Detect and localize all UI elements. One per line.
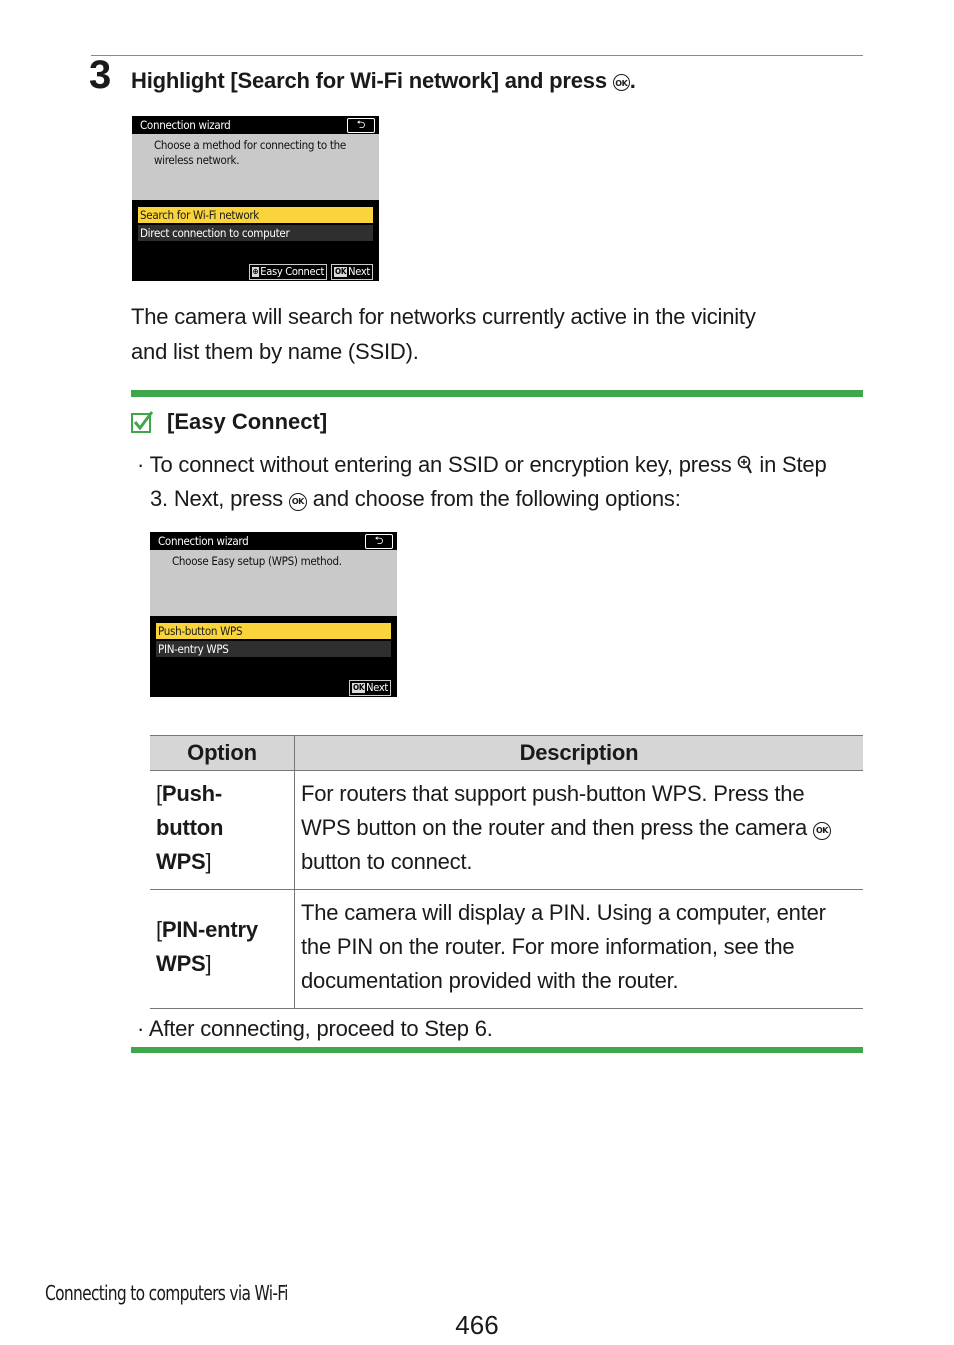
screen-footer: [249, 264, 373, 280]
option-cell: [150, 771, 295, 890]
screen-message-line1: Choose a method for connecting to the: [154, 138, 346, 152]
step-number: 3: [89, 53, 112, 97]
note-top-rule: [131, 390, 863, 397]
screen-message-line2: wireless network.: [154, 153, 240, 167]
description-paragraph: [131, 299, 756, 369]
page-number: 466: [455, 1310, 499, 1340]
easy-connect-label: Easy Connect: [260, 265, 325, 278]
bullet1-text-c: 3. Next, press: [150, 486, 283, 511]
next-hint: [349, 680, 391, 696]
paragraph-line1: The camera will search for networks currently active in the vicinity: [131, 304, 756, 329]
description-line: The camera will display a PIN. Using a computer, enter: [301, 900, 826, 925]
table-row: [150, 771, 863, 890]
column-header-option: Option: [150, 736, 295, 771]
section-title-footer: Connecting to computers via Wi-Fi: [45, 1281, 288, 1305]
description-line: For routers that support push-button WPS. Press the: [301, 781, 805, 806]
ok-key-icon: OK: [335, 267, 347, 276]
ok-button-icon: OK: [289, 493, 307, 511]
description-cell: [295, 890, 864, 1009]
description-cell: [295, 771, 864, 890]
bullet2-text: After connecting, proceed to Step 6.: [148, 1016, 493, 1041]
bullet1-text-d: and choose from the following options:: [312, 486, 681, 511]
ok-key-icon: OK: [353, 683, 365, 692]
option-name-part: Push-: [161, 781, 223, 806]
bracket-open: [: [156, 781, 162, 806]
bullet-mark: ·: [137, 1016, 145, 1041]
bullet1-text-a: To connect without entering an SSID or encryption key, press: [149, 452, 732, 477]
camera-screen-connection-wizard: [132, 116, 379, 281]
zoom-in-icon: [737, 455, 753, 475]
bracket-open: [: [156, 917, 162, 942]
next-label: Next: [366, 681, 388, 694]
description-line: WPS button on the router and then press the camera: [301, 815, 808, 840]
screen-message: [132, 134, 379, 200]
menu-item-pin-entry-wps[interactable]: PIN-entry WPS: [156, 641, 391, 657]
back-icon: ⮌: [365, 534, 393, 549]
menu-item-push-button-wps[interactable]: Push-button WPS: [156, 623, 391, 639]
options-table: [150, 735, 863, 1009]
checkmark-note-icon: [131, 411, 153, 433]
description-line: documentation provided with the router.: [301, 968, 679, 993]
screen-title: Connection wizard: [140, 118, 231, 132]
option-name-part: WPS: [156, 849, 206, 874]
paragraph-line2: and list them by name (SSID).: [131, 339, 419, 364]
option-name-part: button: [156, 815, 224, 840]
step-title-suffix: .: [629, 68, 636, 93]
step-title-text: Highlight [Search for Wi-Fi network] and press: [131, 68, 607, 93]
option-cell: [150, 890, 295, 1009]
easy-connect-hint: [249, 264, 328, 280]
option-name-part: PIN-entry: [161, 917, 258, 942]
note-bullet-1: [137, 448, 867, 482]
table-header-row: [150, 736, 863, 771]
note-title: [Easy Connect]: [167, 409, 328, 434]
note-bottom-rule: [131, 1047, 863, 1053]
zoom-key-icon: ⊕: [252, 267, 259, 276]
menu-item-direct-connection[interactable]: Direct connection to computer: [138, 225, 373, 241]
description-line: the PIN on the router. For more information, see the: [301, 934, 795, 959]
ok-button-icon: OK: [613, 74, 630, 91]
step-title: [131, 66, 636, 96]
table-row: [150, 890, 863, 1009]
back-icon: ⮌: [347, 118, 375, 133]
next-hint: [331, 264, 373, 280]
screen-title: Connection wizard: [158, 534, 249, 548]
camera-screen-wps-method: [150, 532, 397, 697]
bracket-close: ]: [205, 849, 212, 874]
description-line: button to connect.: [301, 849, 473, 874]
next-label: Next: [348, 265, 370, 278]
screen-message: Choose Easy setup (WPS) method.: [150, 550, 397, 616]
menu-item-search-wifi[interactable]: Search for Wi-Fi network: [138, 207, 373, 223]
bullet-mark: ·: [137, 452, 145, 477]
note-bullet-1-cont: [150, 482, 681, 516]
ok-button-icon: OK: [813, 822, 831, 840]
column-header-description: Description: [295, 736, 864, 771]
bullet1-text-b: in Step: [759, 452, 827, 477]
note-bullet-2: [137, 1012, 493, 1046]
bracket-close: ]: [205, 951, 212, 976]
screen-footer: [349, 680, 391, 696]
top-rule: [91, 55, 863, 56]
option-name-part: WPS: [156, 951, 206, 976]
